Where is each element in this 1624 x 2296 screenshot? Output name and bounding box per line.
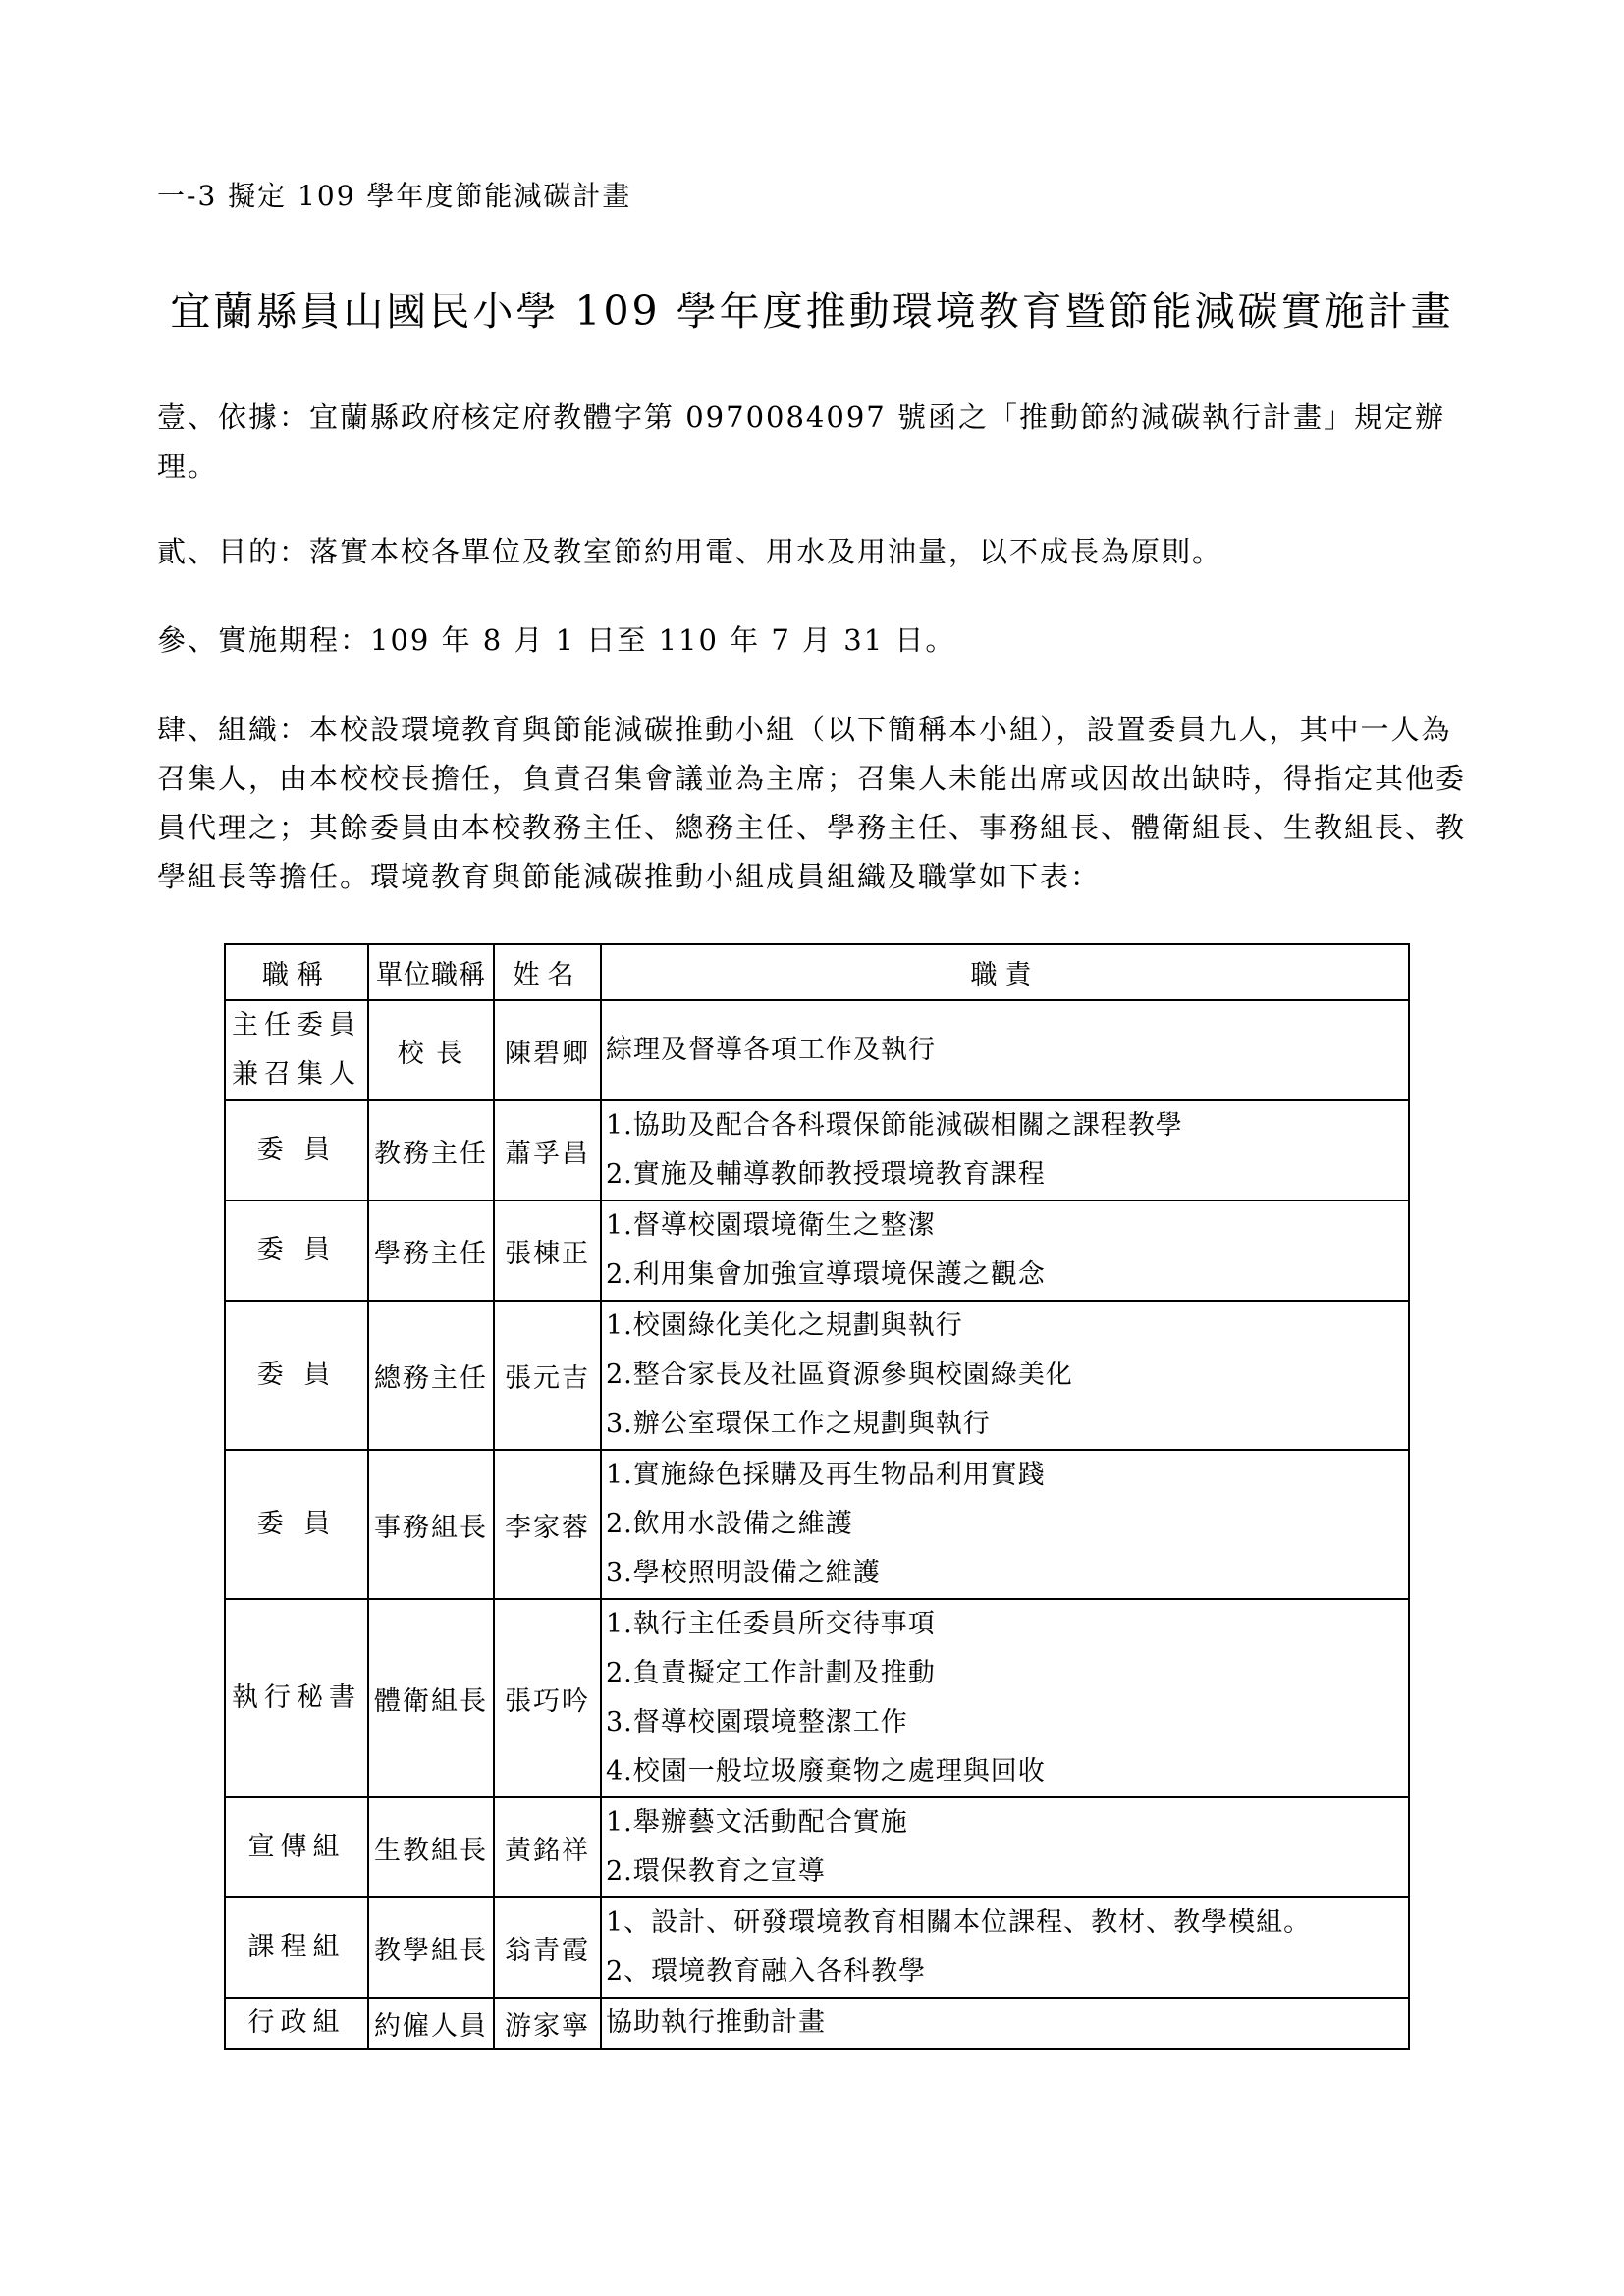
cell-duties [601,1897,1409,1998]
cell-person-name: 蕭孚昌 [494,1100,601,1201]
table-row [225,1998,1409,2049]
section-period: 參、實施期程：109 年 8 月 1 日至 110 年 7 月 31 日。 [157,623,956,657]
cell-role-title [225,1450,368,1599]
cell-unit-title: 體衛組長 [368,1599,494,1797]
cell-unit-title: 總務主任 [368,1301,494,1450]
role-title-line: 委 員 [256,1509,337,1539]
cell-duties [601,1599,1409,1797]
table-body [225,1000,1409,2049]
cell-duties [601,1998,1409,2049]
duty-item: 1.協助及配合各科環保節能減碳相關之課程教學 [606,1110,1183,1141]
duty-item: 2、環境教育融入各科教學 [606,1956,927,1987]
duty-item: 1.校園綠化美化之規劃與執行 [606,1310,963,1341]
cell-unit-title: 教學組長 [368,1897,494,1998]
cell-unit-title: 生教組長 [368,1797,494,1897]
section-purpose: 貳、目的：落實本校各單位及教室節約用電、用水及用油量，以不成長為原則。 [157,535,1223,568]
section-basis: 壹、依據：宜蘭縣政府核定府教體字第 0970084097 號函之「推動節約減碳執行計畫」規定辦理。 [157,400,1445,483]
role-title-line: 委 員 [256,1235,337,1265]
cell-person-name: 游家寧 [494,1998,601,2049]
duty-item: 1.執行主任委員所交待事項 [606,1609,936,1639]
cell-unit-title: 校 長 [368,1000,494,1100]
role-title-line: 課程組 [247,1932,346,1962]
cell-duties [601,1000,1409,1100]
cell-person-name: 黃銘祥 [494,1797,601,1897]
duty-item: 2.環保教育之宣導 [606,1856,826,1887]
table-row [225,1100,1409,1201]
cell-role-title [225,1897,368,1998]
cell-unit-title: 事務組長 [368,1450,494,1599]
organization-table [224,943,1410,2050]
cell-duties [601,1301,1409,1450]
table-row [225,1000,1409,1100]
duty-item: 2.飲用水設備之維護 [606,1509,853,1539]
cell-person-name: 張棟正 [494,1201,601,1301]
duty-item: 2.利用集會加強宣導環境保護之觀念 [606,1259,1046,1290]
table-row [225,1897,1409,1998]
duty-item: 1、設計、研發環境教育相關本位課程、教材、教學模組。 [606,1907,1312,1938]
table-row [225,1450,1409,1599]
duty-item: 1.督導校園環境衛生之整潔 [606,1210,936,1241]
cell-duties [601,1201,1409,1301]
cell-duties [601,1100,1409,1201]
table-header-row [225,944,1409,1000]
duty-item: 協助執行推動計畫 [606,2007,826,2038]
role-title-line: 兼召集人 [232,1059,361,1090]
role-title-line: 委 員 [256,1135,337,1165]
role-title-line: 委 員 [256,1360,337,1390]
duty-item: 3.辦公室環保工作之規劃與執行 [606,1409,991,1439]
cell-duties [601,1797,1409,1897]
duty-item: 1.舉辦藝文活動配合實施 [606,1807,908,1838]
header-duty: 職責 [601,944,1409,1000]
role-title-line: 宣傳組 [247,1832,346,1862]
cell-unit-title: 教務主任 [368,1100,494,1201]
table-row [225,1301,1409,1450]
duty-item: 3.督導校園環境整潔工作 [606,1707,908,1737]
duty-item: 綜理及督導各項工作及執行 [606,1035,936,1065]
cell-role-title [225,1797,368,1897]
cell-person-name: 翁青霞 [494,1897,601,1998]
document-title: 宜蘭縣員山國民小學 109 學年度推動環境教育暨節能減碳實施計畫 [170,288,1454,335]
cell-role-title [225,1201,368,1301]
cell-unit-title: 學務主任 [368,1201,494,1301]
role-title-line: 主任委員 [232,1010,361,1041]
duty-item: 1.實施綠色採購及再生物品利用實踐 [606,1460,1046,1490]
header-note: 一-3 擬定 109 學年度節能減碳計畫 [157,180,632,212]
cell-role-title [225,1000,368,1100]
duty-item: 2.負責擬定工作計劃及推動 [606,1658,936,1688]
cell-role-title [225,1301,368,1450]
role-title-line: 行政組 [247,2007,346,2038]
duty-item: 2.實施及輔導教師教授環境教育課程 [606,1159,1046,1190]
table-row [225,1201,1409,1301]
cell-person-name: 張元吉 [494,1301,601,1450]
cell-duties [601,1450,1409,1599]
cell-person-name: 李家蓉 [494,1450,601,1599]
table-row [225,1797,1409,1897]
duty-item: 4.校園一般垃圾廢棄物之處理與回收 [606,1756,1046,1787]
header-unit: 單位職稱 [368,944,494,1000]
cell-person-name: 陳碧卿 [494,1000,601,1100]
duty-item: 2.整合家長及社區資源參與校園綠美化 [606,1360,1073,1390]
header-name: 姓名 [494,944,601,1000]
header-title: 職稱 [225,944,368,1000]
duty-item: 3.學校照明設備之維護 [606,1558,881,1588]
cell-role-title [225,1998,368,2049]
role-title-line: 執行秘書 [232,1682,361,1713]
cell-role-title [225,1100,368,1201]
cell-unit-title: 約僱人員 [368,1998,494,2049]
table-row [225,1599,1409,1797]
cell-person-name: 張巧吟 [494,1599,601,1797]
section-organization: 肆、組織：本校設環境教育與節能減碳推動小組（以下簡稱本小組），設置委員九人，其中一人為召集人，由本校校長擔任，負責召集會議並為主席；召集人未能出席或因故出缺時，得指定其他委員代理之；其餘委員由本校教務主任、總務主任、學務主任、事務組長、體衛組長、生教組長、教學組長等擔任。環境教育與節能減碳推動小組成員組織及職掌如下表： [157,713,1467,893]
cell-role-title [225,1599,368,1797]
